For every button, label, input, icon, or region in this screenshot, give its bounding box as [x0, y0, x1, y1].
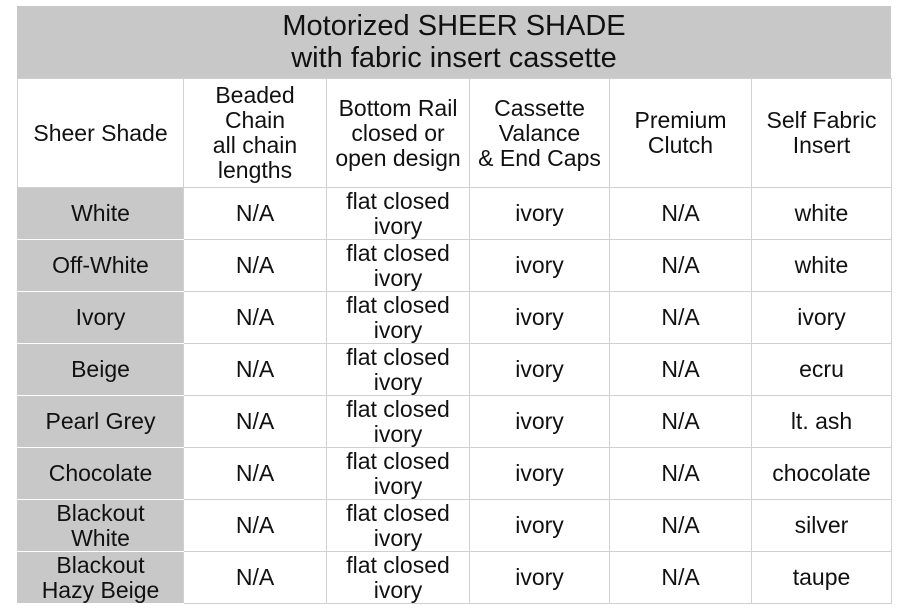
row-cassette: ivory: [470, 344, 610, 396]
header-cassette: Cassette Valance & End Caps: [470, 79, 610, 188]
row-rail: flat closed ivory: [327, 292, 470, 344]
row-insert: chocolate: [752, 448, 892, 500]
title-line-1: Motorized SHEER SHADE: [282, 10, 626, 42]
table-row: [18, 552, 892, 604]
row-rail: flat closed ivory: [327, 188, 470, 240]
row-clutch: N/A: [610, 500, 752, 552]
row-shade-name: Blackout Hazy Beige: [18, 552, 184, 604]
row-shade-name: Pearl Grey: [18, 396, 184, 448]
header-self-fabric-insert: Self Fabric Insert: [752, 79, 892, 188]
row-cassette: ivory: [470, 240, 610, 292]
row-chain: N/A: [184, 396, 327, 448]
spec-table-frame: [17, 6, 891, 602]
row-cassette: ivory: [470, 188, 610, 240]
table-title: [17, 6, 891, 78]
row-cassette: ivory: [470, 396, 610, 448]
row-chain: N/A: [184, 344, 327, 396]
row-rail: flat closed ivory: [327, 396, 470, 448]
table-row: [18, 188, 892, 240]
row-insert: white: [752, 188, 892, 240]
row-clutch: N/A: [610, 552, 752, 604]
row-rail: flat closed ivory: [327, 448, 470, 500]
row-insert: ivory: [752, 292, 892, 344]
row-clutch: N/A: [610, 188, 752, 240]
row-insert: taupe: [752, 552, 892, 604]
row-insert: lt. ash: [752, 396, 892, 448]
title-line-2: with fabric insert cassette: [291, 42, 617, 74]
row-chain: N/A: [184, 188, 327, 240]
row-clutch: N/A: [610, 292, 752, 344]
row-rail: flat closed ivory: [327, 240, 470, 292]
header-premium-clutch: Premium Clutch: [610, 79, 752, 188]
row-shade-name: Blackout White: [18, 500, 184, 552]
row-shade-name: Beige: [18, 344, 184, 396]
row-clutch: N/A: [610, 240, 752, 292]
row-rail: flat closed ivory: [327, 552, 470, 604]
row-clutch: N/A: [610, 448, 752, 500]
table-row: [18, 396, 892, 448]
row-insert: ecru: [752, 344, 892, 396]
header-bottom-rail: Bottom Rail closed or open design: [327, 79, 470, 188]
row-chain: N/A: [184, 240, 327, 292]
table-row: [18, 292, 892, 344]
row-cassette: ivory: [470, 448, 610, 500]
row-shade-name: White: [18, 188, 184, 240]
row-cassette: ivory: [470, 292, 610, 344]
table-row: [18, 344, 892, 396]
table-row: [18, 240, 892, 292]
header-row: [18, 79, 892, 188]
row-shade-name: Ivory: [18, 292, 184, 344]
header-sheer-shade: Sheer Shade: [18, 79, 184, 188]
row-insert: white: [752, 240, 892, 292]
row-cassette: ivory: [470, 552, 610, 604]
row-insert: silver: [752, 500, 892, 552]
row-rail: flat closed ivory: [327, 344, 470, 396]
row-chain: N/A: [184, 292, 327, 344]
row-chain: N/A: [184, 500, 327, 552]
row-chain: N/A: [184, 448, 327, 500]
row-chain: N/A: [184, 552, 327, 604]
header-beaded-chain: Beaded Chain all chain lengths: [184, 79, 327, 188]
spec-table: [17, 78, 892, 604]
row-shade-name: Chocolate: [18, 448, 184, 500]
row-clutch: N/A: [610, 396, 752, 448]
row-cassette: ivory: [470, 500, 610, 552]
row-shade-name: Off-White: [18, 240, 184, 292]
row-clutch: N/A: [610, 344, 752, 396]
table-row: [18, 448, 892, 500]
table-row: [18, 500, 892, 552]
row-rail: flat closed ivory: [327, 500, 470, 552]
